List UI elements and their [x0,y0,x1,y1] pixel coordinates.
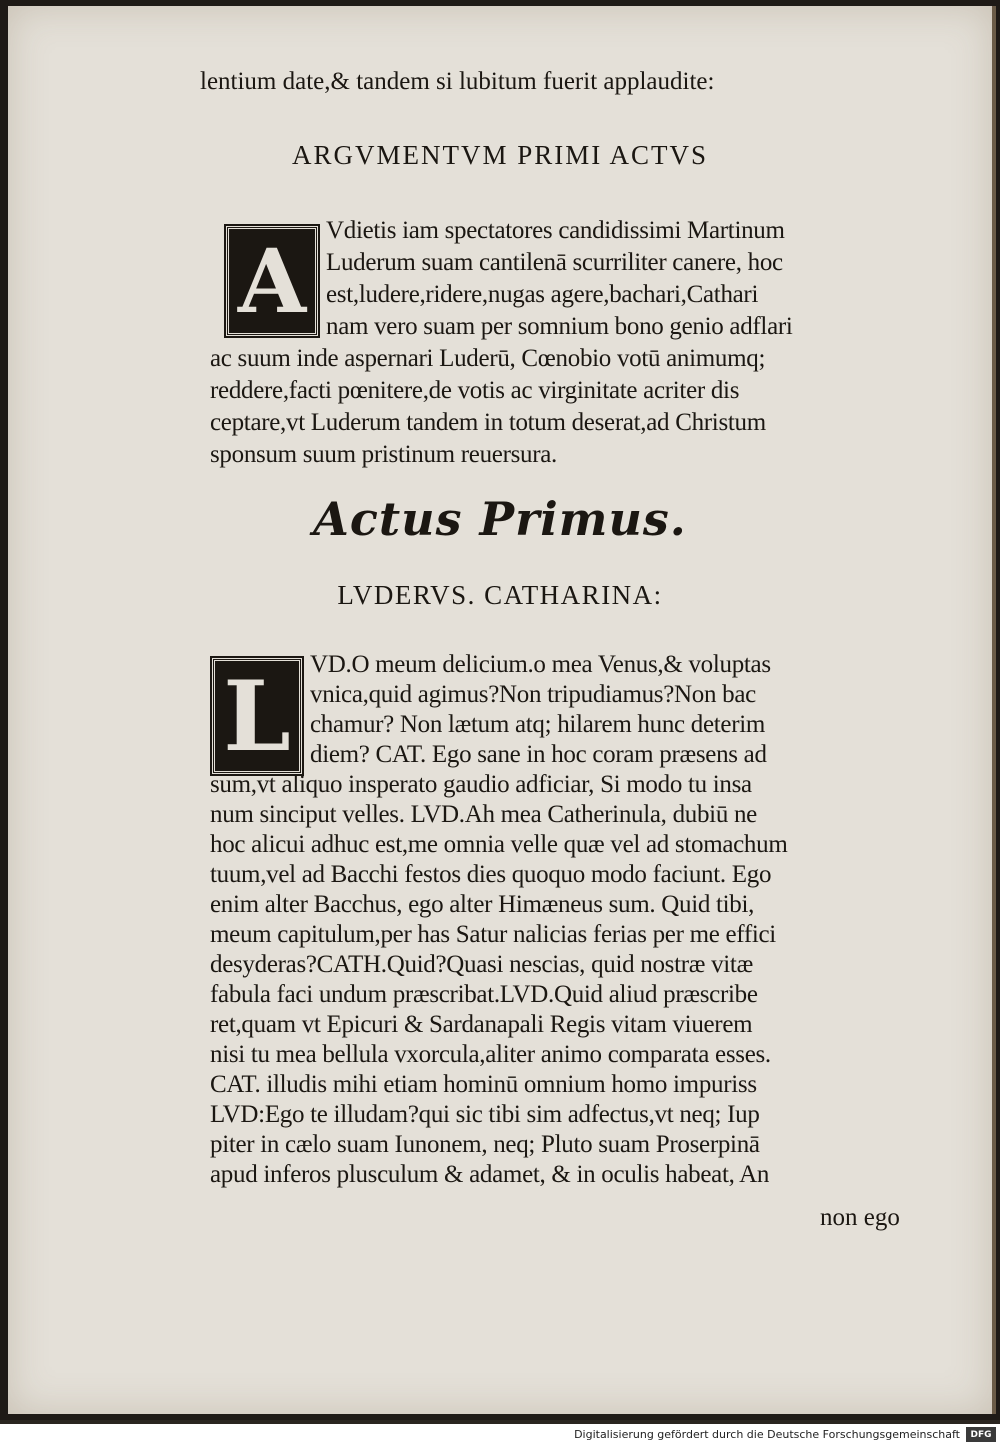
dialogue-line: fabula faci undum præscribat.LVD.Quid aliud præscribe [210,981,758,1008]
dialogue-line: ret,quam vt Epicuri & Sardanapali Regis vitam viuerem [210,1011,753,1038]
argument-line: Vdietis iam spectatores candidissimi Martinum [326,217,785,244]
argument-block [0,214,1000,474]
argument-line: est,ludere,ridere,nugas agere,bachari,Cathari [326,281,759,308]
dialogue-line: sum,vt aliquo insperato gaudio adficiar, Si modo tu insa [210,771,752,798]
dialogue-line: VD.O meum delicium.o mea Venus,& voluptas [310,651,771,678]
personae-heading: LVDERVS. CATHARINA: [337,580,663,610]
argument-line: ceptare,vt Luderum tandem in totum deserat,ad Christum [210,409,766,436]
dialogue-line: tuum,vel ad Bacchi festos dies quoquo modo faciunt. Ego [210,861,772,888]
argument-line: ac suum inde aspernari Luderū, Cœnobio votū animumq; [210,345,766,372]
dialogue-block [0,648,1000,1208]
dialogue-line: nisi tu mea bellula vxorcula,aliter animo comparata esses. [210,1041,771,1068]
dialogue-line: num sinciput velles. LVD.Ah mea Catherinula, dubiū ne [210,801,757,828]
argument-line: nam vero suam per somnium bono genio adflari [326,313,793,340]
argument-line: reddere,facti pœnitere,de votis ac virginitate acriter dis [210,377,740,404]
dialogue-line: LVD:Ego te illudam?qui sic tibi sim adfectus,vt neq; Iup [210,1101,760,1128]
act-heading: Actus Primus. [313,492,687,546]
decorated-initial-a: A [226,226,318,336]
dialogue-line: CAT. illudis mihi etiam hominū omnium homo impuriss [210,1071,757,1098]
decorated-initial-l: L [212,658,302,774]
dialogue-line: meum capitulum,per has Satur nalicias ferias per me effici [210,921,776,948]
dialogue-line: enim alter Bacchus, ego alter Himæneus sum. Quid tibi, [210,891,755,918]
catchword: non ego [820,1204,900,1231]
dialogue-line: piter in cælo suam Iunonem, neq; Pluto suam Proserpinā [210,1131,760,1158]
argument-heading: ARGVMENTVM PRIMI ACTVS [291,140,709,170]
argument-line: Luderum suam cantilenā scurriliter canere, hoc [326,249,783,276]
dialogue-line: vnica,quid agimus?Non tripudiamus?Non bac [310,681,756,708]
dialogue-line: diem? CAT. Ego sane in hoc coram præsens ad [310,741,767,768]
funding-notice: Digitalisierung gefördert durch die Deutsche Forschungsgemeinschaft [574,1428,960,1441]
dialogue-line: apud inferos plusculum & adamet, & in oculis habeat, An [210,1161,770,1188]
dialogue-line: desyderas?CATH.Quid?Quasi nescias, quid nostræ vitæ [210,951,753,978]
footer-bar [0,1424,1000,1446]
top-line: lentium date,& tandem si lubitum fuerit applaudite: [200,68,715,95]
dialogue-line: hoc alicui adhuc est,me omnia velle quæ vel ad stomachum [210,831,788,858]
argument-line: sponsum suum pristinum reuersura. [210,441,558,468]
dialogue-line: chamur? Non lætum atq; hilarem hunc deterim [310,711,766,738]
dfg-logo: DFG [966,1427,996,1442]
